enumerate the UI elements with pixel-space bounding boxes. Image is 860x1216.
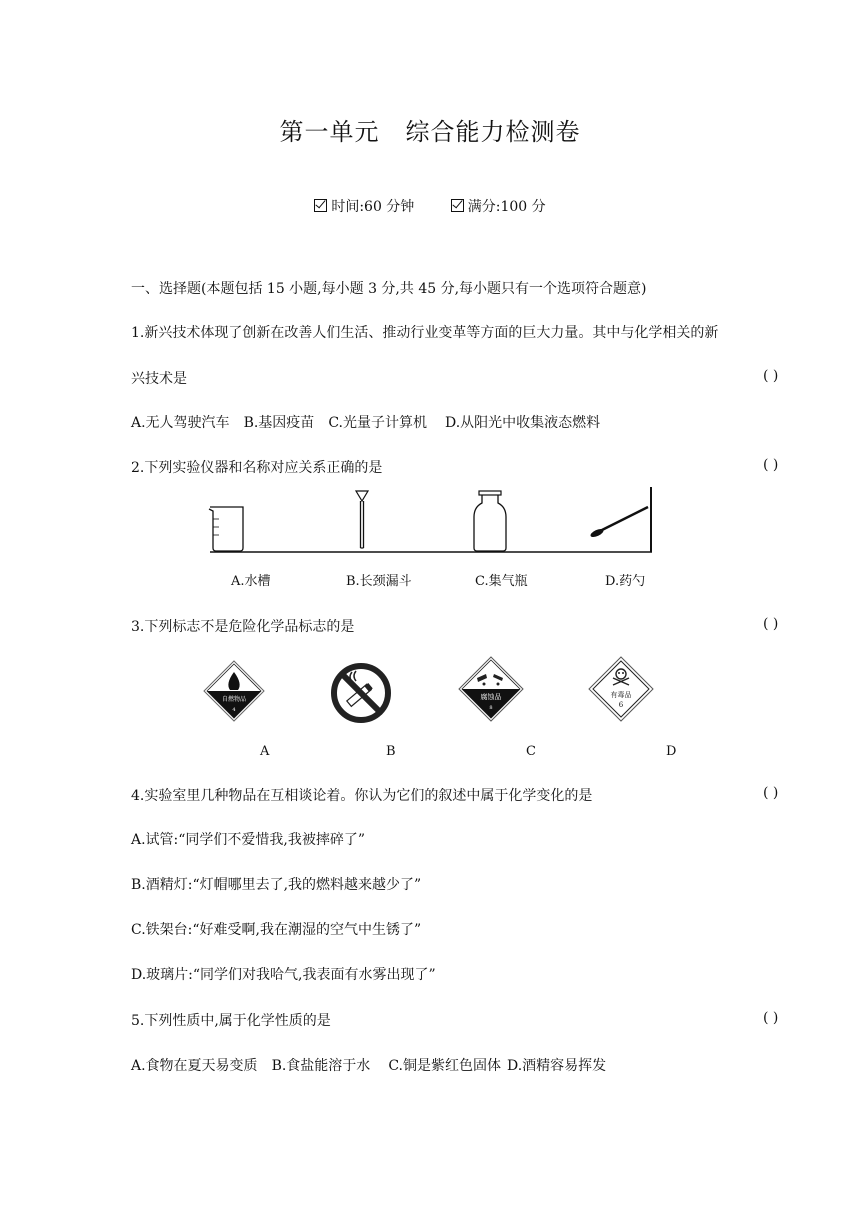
q3-label-d: D: [666, 744, 677, 759]
q2-label-c: C.集气瓶: [475, 574, 528, 589]
q5-option-d: D.酒精容易挥发: [506, 1058, 607, 1074]
q4-option-a: A.试管:“同学们不爱惜我,我被摔碎了”: [131, 832, 366, 848]
sign-c-number: 8: [489, 705, 493, 711]
section-heading: 一、选择题(本题包括 15 小题,每小题 3 分,共 45 分,每小题只有一个选项符合题意): [131, 281, 647, 297]
q3-stem: 3.下列标志不是危险化学品标志的是: [131, 619, 355, 635]
funnel-tube-icon: [356, 491, 368, 548]
q1-option-c: C.光量子计算机: [328, 415, 427, 431]
title-unit: 第一单元: [279, 118, 380, 146]
q3-label-c: C: [526, 744, 536, 759]
lab-instruments-figure: [200, 485, 660, 560]
q3-label-a: A: [260, 744, 270, 759]
q1-stem-line1: 1.新兴技术体现了创新在改善人们生活、推动行业变革等方面的巨大力量。其中与化学相关的新: [131, 325, 719, 341]
q5-option-a: A.食物在夏天易变质: [131, 1058, 258, 1074]
q2-label-a: A.水槽: [231, 574, 271, 589]
q4-stem: 4.实验室里几种物品在互相谈论着。你认为它们的叙述中属于化学变化的是: [131, 788, 593, 804]
title-name: 综合能力检测卷: [405, 118, 581, 146]
q2-label-d: D.药勺: [605, 574, 646, 589]
q5-option-c: C.铜是紫红色固体: [388, 1058, 501, 1074]
q4-answer-blank: ( ): [763, 785, 779, 801]
q5-options: [131, 1055, 606, 1075]
time-text: 时间:60 分钟: [331, 199, 415, 215]
beaker-icon: [209, 507, 243, 551]
score-text: 满分:100 分: [467, 199, 546, 215]
q4-option-b: B.酒精灯:“灯帽哪里去了,我的燃料越来越少了”: [131, 877, 422, 893]
sign-d-number: 6: [618, 701, 624, 709]
exam-meta: [0, 196, 860, 216]
q1-options: [131, 412, 600, 432]
q1-option-b: B.基因疫苗: [243, 415, 315, 431]
score-info: [451, 196, 546, 216]
q5-stem: 5.下列性质中,属于化学性质的是: [131, 1013, 331, 1029]
q5-option-b: B.食盐能溶于水: [271, 1058, 371, 1074]
q2-label-b: B.长颈漏斗: [346, 574, 412, 589]
sign-c-text: 腐蚀品: [480, 693, 502, 701]
sign-d-text: 有毒品: [610, 691, 632, 699]
q5-answer-blank: ( ): [763, 1010, 779, 1026]
time-info: [314, 196, 414, 216]
q1-option-d: D.从阳光中收集液态燃料: [444, 415, 601, 431]
spoon-icon: [589, 507, 648, 539]
checkbox-icon: [451, 199, 464, 212]
page-title: [0, 112, 860, 147]
q1-answer-blank: ( ): [763, 368, 779, 384]
q2-answer-blank: ( ): [763, 457, 779, 473]
q3-answer-blank: ( ): [763, 616, 779, 632]
q3-label-b: B: [386, 744, 396, 759]
q1-option-a: A.无人驾驶汽车: [131, 415, 230, 431]
q1-stem-line2: 兴技术是: [131, 371, 187, 387]
q2-stem: 2.下列实验仪器和名称对应关系正确的是: [131, 460, 383, 476]
sign-a-combustion-icon: [203, 660, 265, 722]
checkbox-icon: [314, 199, 327, 212]
sign-c-corrosive-icon: [458, 656, 524, 722]
sign-b-no-smoking-icon: [330, 662, 392, 724]
q4-option-d: D.玻璃片:“同学们对我哈气,我表面有水雾出现了”: [131, 967, 436, 983]
gas-bottle-icon: [474, 491, 506, 551]
sign-a-number: 4: [232, 707, 236, 713]
sign-d-toxic-icon: [588, 656, 654, 722]
q4-option-c: C.铁架台:“好难受啊,我在潮湿的空气中生锈了”: [131, 922, 422, 938]
sign-a-text: 自燃物品: [221, 696, 247, 703]
